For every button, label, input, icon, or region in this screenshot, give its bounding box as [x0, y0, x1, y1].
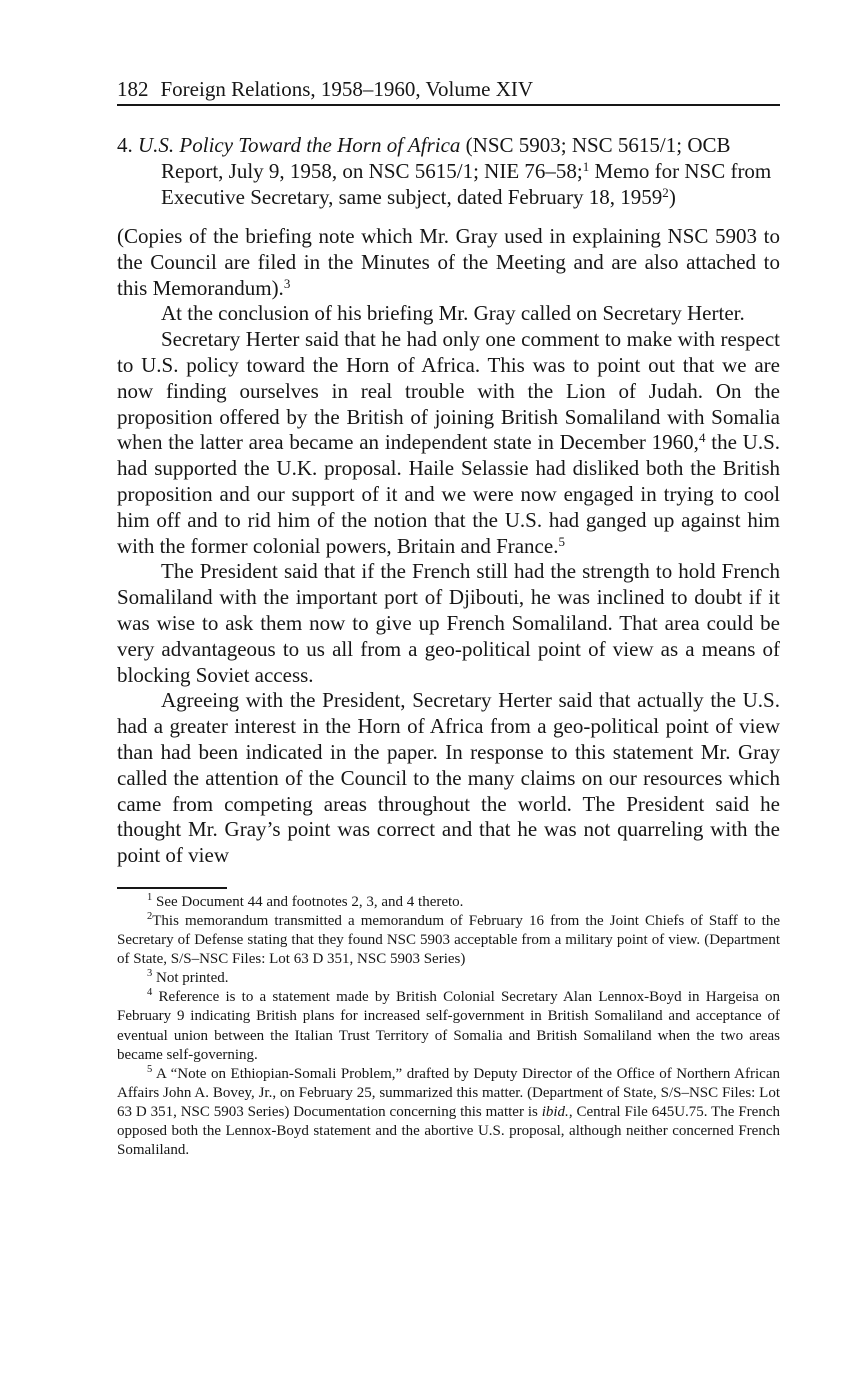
footnote-text: See Document 44 and footnotes 2, 3, and 4 thereto.	[156, 893, 464, 910]
footnote-ref-4[interactable]: 4	[698, 430, 706, 446]
paragraph-agreeing: Agreeing with the President, Secretary Herter said that actually the U.S. had a greater interest in the Horn of Africa from a geo-political point of view than had been indicated in the paper. In response to this statement Mr. Gray called the attention of the Council to the many claims on our resources which came from competing areas throughout the world. The President said he thought Mr. Gray’s point was correct and that he was not quarreling with the point of view	[117, 688, 780, 868]
running-head	[117, 76, 780, 106]
footnote-italic: ibid.	[541, 1103, 569, 1120]
footnote-ref-2[interactable]: 2	[662, 184, 669, 200]
footnote-text: , Central File 645U.75. The French opposed both the Lennox-Boyd statement and the abortive U.S. proposal, although neither concerned French Somaliland.	[117, 1103, 780, 1159]
footnote-text: This memorandum transmitted a memorandum of February 16 from the Joint Chiefs of Staff to the Secretary of Defense stating that they found NSC 5903 acceptable from a military point of view. (Department of State, S/S–NSC Files: Lot 63 D 351, NSC 5903 Series)	[117, 913, 780, 968]
footnote-divider	[117, 887, 227, 889]
footnote-text: Not printed.	[156, 970, 229, 987]
footnote-number: 5	[147, 1064, 153, 1075]
paragraph-copies-note	[117, 224, 780, 301]
paragraph-text: Secretary Herter said that he had only one comment to make with respect to U.S. policy toward the Horn of Africa. This was to point out that we are now finding ourselves in real trouble with the Lion of Judah. On the proposition offered by the British of joining British Somaliland with Somalia when the latter area became an independent state in December 1960,	[117, 327, 780, 455]
paragraph-conclusion: At the conclusion of his briefing Mr. Gray called on Secretary Herter.	[161, 301, 745, 326]
footnote-number: 1	[147, 892, 153, 904]
footnote-ref-5[interactable]: 5	[558, 533, 565, 549]
footnote-number: 3	[147, 968, 153, 980]
footnote-1	[117, 893, 780, 912]
volume-title: Foreign Relations, 1958–1960, Volume XIV	[160, 77, 534, 101]
item-references: (NSC 5903; NSC 5615/1; OCB Report, July 9, 1958, on NSC 5615/1; NIE 76–58;	[161, 133, 731, 183]
footnotes	[117, 893, 780, 1160]
paragraph-text: (Copies of the briefing note which Mr. Gray used in explaining NSC 5903 to the Council are filed in the Minutes of the Meeting and are also attached to this Memorandum).	[117, 224, 780, 300]
paragraph-herter-comment	[117, 327, 780, 559]
footnote-number: 4	[147, 987, 153, 999]
paragraph-text: the U.S. had supported the U.K. proposal. Haile Selassie had disliked both the British proposition and our support of it and we were now engaged in trying to cool him off and to rid him of the notion that the U.S. had ganged up against him with the former colonial powers, Britain and France.	[117, 430, 781, 558]
footnote-5	[117, 1065, 780, 1160]
body-text	[117, 224, 780, 869]
paragraph-president-french: The President said that if the French still had the strength to hold French Somaliland with the important port of Djibouti, he was inclined to doubt if it was wise to ask them now to give up French Somaliland. That area could be very advantageous to us all from a geo-political point of view as a means of blocking Soviet access.	[117, 559, 780, 687]
footnote-ref-1[interactable]: 1	[582, 158, 590, 174]
agenda-item-heading	[117, 132, 780, 210]
footnote-2	[117, 912, 780, 969]
item-memo-text: Memo for NSC from Executive Secretary, same subject, dated February 18, 1959	[161, 159, 772, 209]
page-number: 182	[117, 77, 149, 101]
footnote-number: 2	[147, 911, 153, 923]
footnote-text: Reference is to a statement made by British Colonial Secretary Alan Lennox-Boyd in Hargeisa on February 9 indicating British plans for increased self-government in British Somaliland and acceptance of eventual union between the Italian Trust Territory of Somalia and British Somaliland when the two areas became self-governing.	[117, 989, 780, 1063]
page	[117, 76, 780, 1160]
item-close-paren: )	[668, 185, 676, 209]
footnote-4	[117, 988, 780, 1064]
item-title: U.S. Policy Toward the Horn of Africa	[138, 133, 461, 157]
item-number: 4.	[117, 133, 133, 157]
footnote-3	[117, 969, 780, 988]
footnote-text: A “Note on Ethiopian-Somali Problem,” drafted by Deputy Director of the Office of Northern African Affairs John A. Bovey, Jr., on February 25, summarized this matter. (Department of State, S/S–NSC Files: Lot 63 D 351, NSC 5903 Series) Documentation concerning this matter is	[117, 1065, 780, 1120]
footnote-ref-3[interactable]: 3	[283, 275, 291, 291]
